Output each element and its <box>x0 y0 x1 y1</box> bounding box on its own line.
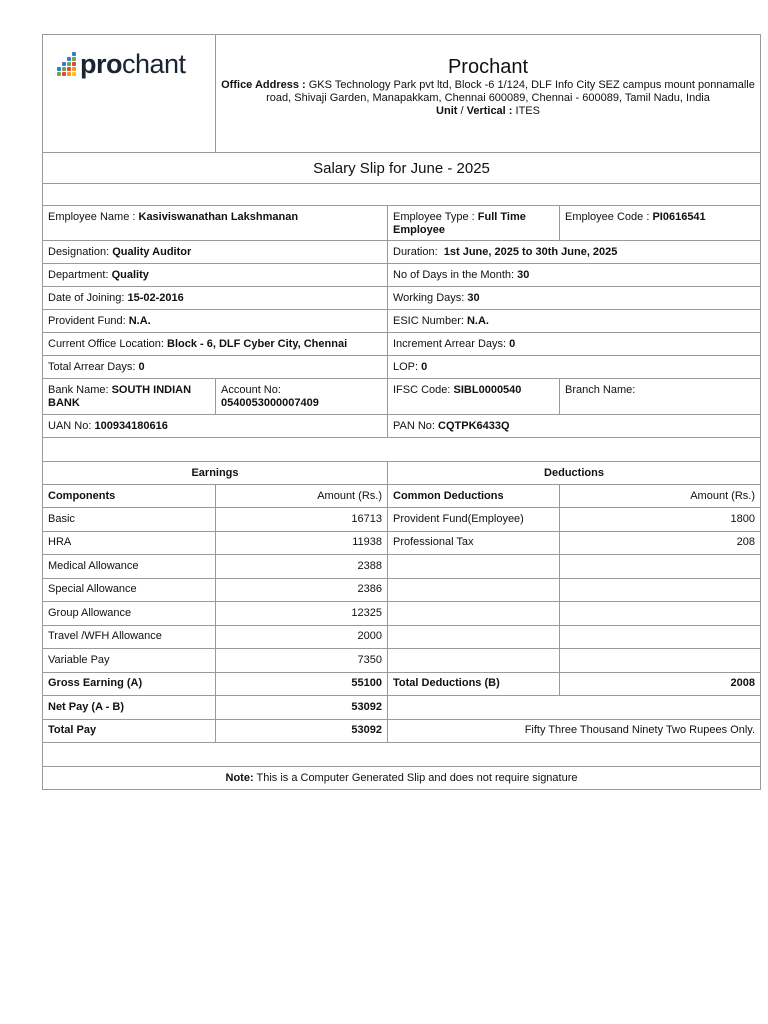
logo-dot <box>67 62 71 66</box>
logo-dot <box>62 57 66 61</box>
esic-number-value: N.A. <box>466 314 489 327</box>
total-pay-value: 53092 <box>216 719 388 743</box>
table-row <box>43 649 761 673</box>
employee-code: Employee Code : PI0616541 <box>560 206 761 241</box>
logo-dot <box>67 52 71 56</box>
department-value: Quality <box>111 268 149 281</box>
note-text: This is a Computer Generated Slip and does not require signature <box>256 771 578 784</box>
earning-label: Variable Pay <box>43 649 216 673</box>
employee-name: Employee Name : Kasiviswanathan Lakshmanan <box>43 206 388 241</box>
footer-note <box>43 767 761 790</box>
ifsc-code-value: SIBL0000540 <box>453 384 522 396</box>
table-row <box>43 555 761 579</box>
uan-number-value: 100934180616 <box>94 419 168 432</box>
earning-label: Medical Allowance <box>43 555 216 579</box>
table-row <box>43 508 761 532</box>
days-in-month: No of Days in the Month: 30 <box>388 264 761 287</box>
increment-arrear-days-value: 0 <box>509 337 516 350</box>
spacer-row <box>43 743 761 767</box>
table-row <box>43 578 761 602</box>
earning-label: Special Allowance <box>43 578 216 602</box>
office-location-value: Block - 6, DLF Cyber City, Chennai <box>167 337 348 350</box>
department: Department: Quality <box>43 264 388 287</box>
logo-dot <box>72 52 76 56</box>
pan-number-value: CQTPK6433Q <box>438 419 510 432</box>
logo-dot <box>72 62 76 66</box>
earning-amount: 2386 <box>216 578 388 602</box>
note-label: Note: <box>225 771 254 784</box>
date-of-joining-value: 15-02-2016 <box>127 291 184 304</box>
total-arrear-days-value: 0 <box>138 360 145 373</box>
deductions-header: Deductions <box>388 462 761 485</box>
lop-value: 0 <box>421 360 428 373</box>
logo-dot <box>57 72 61 76</box>
components-header: Components <box>43 485 216 508</box>
table-row <box>43 531 761 555</box>
company-header <box>216 35 761 153</box>
empty-cell <box>560 602 761 626</box>
gross-earning-value: 55100 <box>216 672 388 696</box>
working-days-value: 30 <box>467 291 480 304</box>
company-name: Prochant <box>447 56 529 78</box>
empty-cell <box>560 578 761 602</box>
total-pay-in-words: Fifty Three Thousand Ninety Two Rupees Only. <box>388 719 761 743</box>
ifsc-code: IFSC Code: SIBL0000540 <box>388 379 560 415</box>
logo-dot <box>62 72 66 76</box>
logo-dot <box>62 62 66 66</box>
logo-dots-icon <box>57 52 76 76</box>
logo-dot <box>72 72 76 76</box>
unit-label: Unit <box>436 105 458 117</box>
deduction-label: Professional Tax <box>388 531 560 555</box>
logo-text-rest: chant <box>122 49 186 79</box>
total-deductions-label: Total Deductions (B) <box>388 672 560 696</box>
company-logo <box>57 49 215 79</box>
empty-cell <box>388 602 560 626</box>
unit-vertical: Unit / Vertical : ITES <box>436 105 540 117</box>
total-pay-row <box>43 719 761 743</box>
logo-dot <box>57 52 61 56</box>
empty-cell <box>388 625 560 649</box>
days-in-month-value: 30 <box>517 268 530 281</box>
earning-amount: 2000 <box>216 625 388 649</box>
total-pay-label: Total Pay <box>43 719 216 743</box>
common-deductions-header: Common Deductions <box>388 485 560 508</box>
empty-cell <box>388 696 761 720</box>
account-number: Account No: 0540053000007409 <box>216 379 388 415</box>
total-arrear-days: Total Arrear Days: 0 <box>43 356 388 379</box>
unit-value: ITES <box>515 105 540 117</box>
spacer-row <box>43 184 761 206</box>
logo-cell <box>43 35 216 153</box>
earning-label: Travel /WFH Allowance <box>43 625 216 649</box>
earning-label: Basic <box>43 508 216 532</box>
employee-type: Employee Type : Full Time Employee <box>388 206 560 241</box>
net-pay-label: Net Pay (A - B) <box>43 696 216 720</box>
gross-earning-label: Gross Earning (A) <box>43 672 216 696</box>
earning-amount: 2388 <box>216 555 388 579</box>
bank-name: Bank Name: SOUTH INDIAN BANK <box>43 379 216 415</box>
employee-type-value: Full Time Employee <box>393 211 526 236</box>
logo-dot <box>62 67 66 71</box>
gross-row <box>43 672 761 696</box>
office-address-label: Office Address : <box>221 79 306 91</box>
net-pay-row <box>43 696 761 720</box>
logo-wordmark <box>80 49 186 79</box>
account-number-value: 0540053000007409 <box>221 397 319 409</box>
empty-cell <box>388 555 560 579</box>
provident-fund-value: N.A. <box>128 314 151 327</box>
office-location: Current Office Location: Block - 6, DLF Cyber City, Chennai <box>43 333 388 356</box>
earnings-header: Earnings <box>43 462 388 485</box>
slip-title: Salary Slip for June - 2025 <box>43 153 761 184</box>
duration-value: 1st June, 2025 to 30th June, 2025 <box>443 245 618 258</box>
lop: LOP: 0 <box>388 356 761 379</box>
provident-fund: Provident Fund: N.A. <box>43 310 388 333</box>
logo-dot <box>57 67 61 71</box>
increment-arrear-days: Increment Arrear Days: 0 <box>388 333 761 356</box>
empty-cell <box>560 625 761 649</box>
empty-cell <box>560 555 761 579</box>
logo-dot <box>62 52 66 56</box>
earning-label: HRA <box>43 531 216 555</box>
employee-code-value: PI0616541 <box>652 211 706 223</box>
logo-dot <box>67 72 71 76</box>
spacer-row <box>43 438 761 462</box>
earnings-amount-header: Amount (Rs.) <box>216 485 388 508</box>
deduction-label: Provident Fund(Employee) <box>388 508 560 532</box>
designation: Designation: Quality Auditor <box>43 241 388 264</box>
earning-amount: 12325 <box>216 602 388 626</box>
office-address <box>221 79 755 105</box>
date-of-joining: Date of Joining: 15-02-2016 <box>43 287 388 310</box>
deduction-amount: 1800 <box>560 508 761 532</box>
esic-number: ESIC Number: N.A. <box>388 310 761 333</box>
table-row <box>43 625 761 649</box>
working-days: Working Days: 30 <box>388 287 761 310</box>
employee-name-value: Kasiviswanathan Lakshmanan <box>138 211 299 223</box>
deductions-amount-header: Amount (Rs.) <box>560 485 761 508</box>
pan-number: PAN No: CQTPK6433Q <box>388 415 761 438</box>
uan-number: UAN No: 100934180616 <box>43 415 388 438</box>
logo-dot <box>57 62 61 66</box>
vertical-label: Vertical : <box>466 105 513 117</box>
branch-name: Branch Name: <box>560 379 761 415</box>
earning-amount: 16713 <box>216 508 388 532</box>
table-row <box>43 602 761 626</box>
net-pay-value: 53092 <box>216 696 388 720</box>
logo-dot <box>72 57 76 61</box>
salary-slip-table <box>42 34 761 790</box>
empty-cell <box>388 649 560 673</box>
earning-amount: 7350 <box>216 649 388 673</box>
deduction-amount: 208 <box>560 531 761 555</box>
duration: Duration: 1st June, 2025 to 30th June, 2025 <box>388 241 761 264</box>
earning-label: Group Allowance <box>43 602 216 626</box>
logo-dot <box>72 67 76 71</box>
office-address-value: GKS Technology Park pvt ltd, Block -6 1/124, DLF Info City SEZ campus mount ponnamalle road, Shivaji Garden, Manapakkam, Chennai 600089, Chennai - 600089, Tamil Nadu, India <box>266 79 755 104</box>
logo-dot <box>67 57 71 61</box>
total-deductions-value: 2008 <box>560 672 761 696</box>
empty-cell <box>388 578 560 602</box>
logo-dot <box>67 67 71 71</box>
designation-value: Quality Auditor <box>112 245 192 258</box>
empty-cell <box>560 649 761 673</box>
bank-name-value: SOUTH INDIAN BANK <box>48 384 192 409</box>
earning-amount: 11938 <box>216 531 388 555</box>
logo-text-bold: pro <box>80 49 122 79</box>
logo-dot <box>57 57 61 61</box>
